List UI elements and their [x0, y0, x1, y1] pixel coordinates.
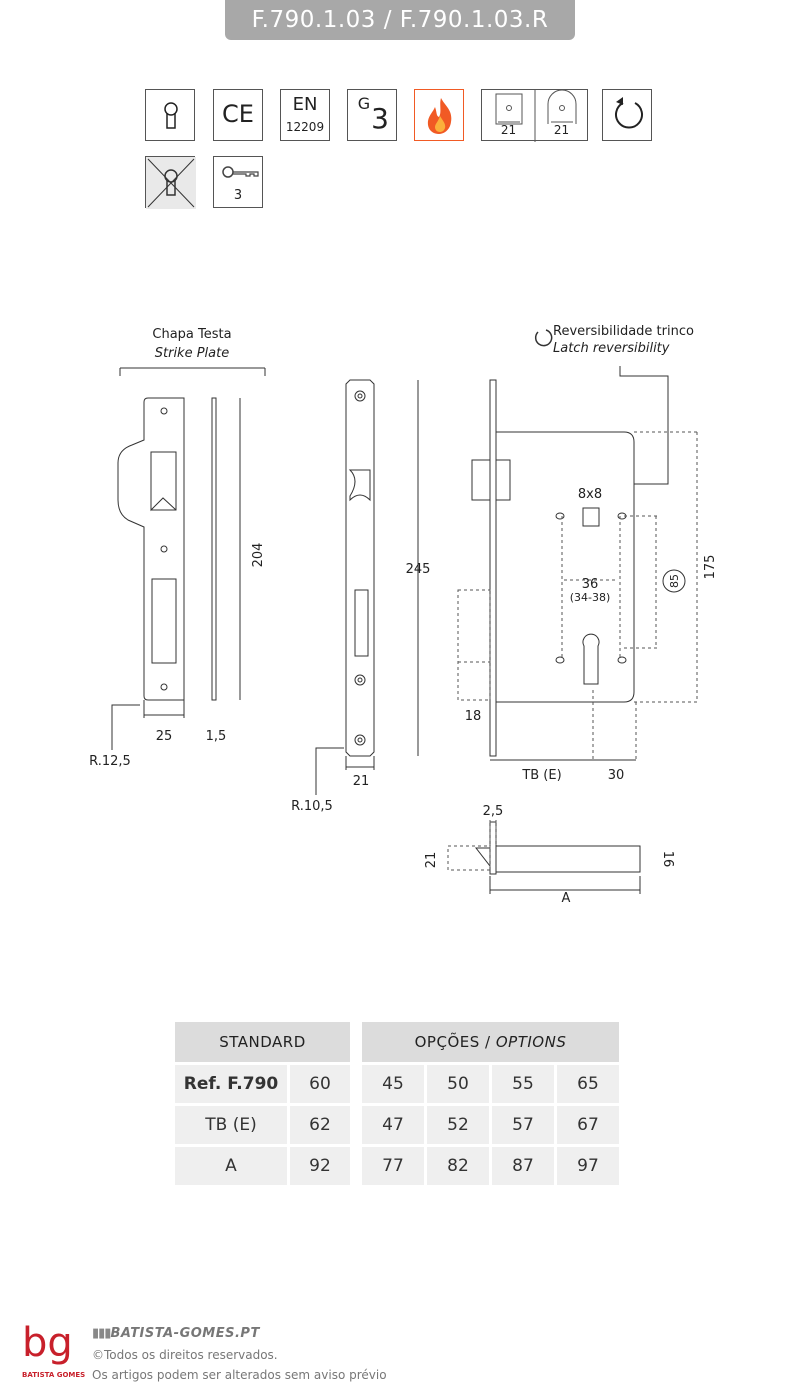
- backset-right-value: 21: [553, 123, 570, 137]
- standard-header: STANDARD: [175, 1022, 350, 1062]
- en-number: 12209: [285, 120, 325, 134]
- option-value: 65: [557, 1065, 619, 1103]
- site-bars-icon: ▮▮▮: [92, 1326, 111, 1341]
- product-title: F.790.1.03 / F.790.1.03.R: [251, 7, 549, 33]
- latch-side-drawing: [476, 822, 640, 894]
- notice-text: Os artigos podem ser alterados sem aviso prévio: [92, 1368, 387, 1382]
- r10-5-text: R.10,5: [291, 799, 333, 814]
- grade-letter: G: [357, 94, 371, 113]
- option-value: 52: [427, 1106, 489, 1144]
- lock-body-drawing: [472, 330, 685, 760]
- grade-number: 3: [371, 102, 389, 135]
- row-label: TB (E): [175, 1106, 287, 1144]
- dim-18-text: 18: [464, 709, 482, 724]
- standard-value: 62: [290, 1106, 350, 1144]
- standard-value: 92: [290, 1147, 350, 1185]
- strike-plate-label-pt: Chapa Testa: [152, 327, 232, 342]
- option-value: 55: [492, 1065, 554, 1103]
- option-value: 50: [427, 1065, 489, 1103]
- brand-name: BATISTA GOMES: [22, 1371, 86, 1379]
- dim-8x8-text: 8x8: [577, 487, 603, 502]
- option-value: 57: [492, 1106, 554, 1144]
- row-label: A: [175, 1147, 287, 1185]
- option-value: 67: [557, 1106, 619, 1144]
- option-value: 82: [427, 1147, 489, 1185]
- logo-mark: bg: [22, 1320, 73, 1366]
- website-link[interactable]: ▮▮▮BATISTA-GOMES.PT: [92, 1326, 260, 1341]
- dim-245-text: 245: [405, 562, 431, 577]
- option-value: 97: [557, 1147, 619, 1185]
- standard-value: 60: [290, 1065, 350, 1103]
- options-header: OPÇÕES / OPTIONS: [362, 1022, 619, 1062]
- strike-plate-drawing: [112, 368, 265, 750]
- r12-5-text: R.12,5: [89, 754, 131, 769]
- dim-2-5-text: 2,5: [482, 804, 504, 819]
- dim-36-range-text: (34-38): [569, 591, 611, 604]
- option-value: 87: [492, 1147, 554, 1185]
- dim-25-text: 25: [155, 729, 173, 744]
- dim-30-text: 30: [607, 768, 625, 783]
- latch-reversibility-en: Latch reversibility: [553, 341, 670, 356]
- dim-21-front-text: 21: [352, 774, 370, 789]
- option-value: 47: [362, 1106, 424, 1144]
- dim-21-side-text: 21: [424, 851, 439, 869]
- row-label: Ref. F.790: [175, 1065, 287, 1103]
- backset-left-value: 21: [500, 123, 517, 137]
- dim-204-text: 204: [251, 542, 266, 568]
- rights-text: ©Todos os direitos reservados.: [92, 1348, 278, 1362]
- front-plate-drawing: [316, 380, 418, 795]
- dim-16-text: 16: [660, 850, 675, 868]
- en-label: EN: [292, 94, 318, 115]
- dim-tb-text: TB (E): [522, 768, 562, 783]
- ce-mark-text: CE: [222, 100, 254, 128]
- dim-36-text: 36: [581, 577, 599, 592]
- dim-175-text: 175: [703, 554, 718, 580]
- latch-reversibility-pt: Reversibilidade trinco: [553, 324, 694, 339]
- keys-count: 3: [233, 188, 243, 203]
- brand-logo: [20, 1318, 80, 1373]
- dim-85-text: 85: [668, 574, 681, 588]
- option-value: 77: [362, 1147, 424, 1185]
- option-value: 45: [362, 1065, 424, 1103]
- strike-plate-label-en: Strike Plate: [154, 346, 230, 361]
- dim-a-text: A: [561, 891, 571, 906]
- dim-1-5-text: 1,5: [205, 729, 227, 744]
